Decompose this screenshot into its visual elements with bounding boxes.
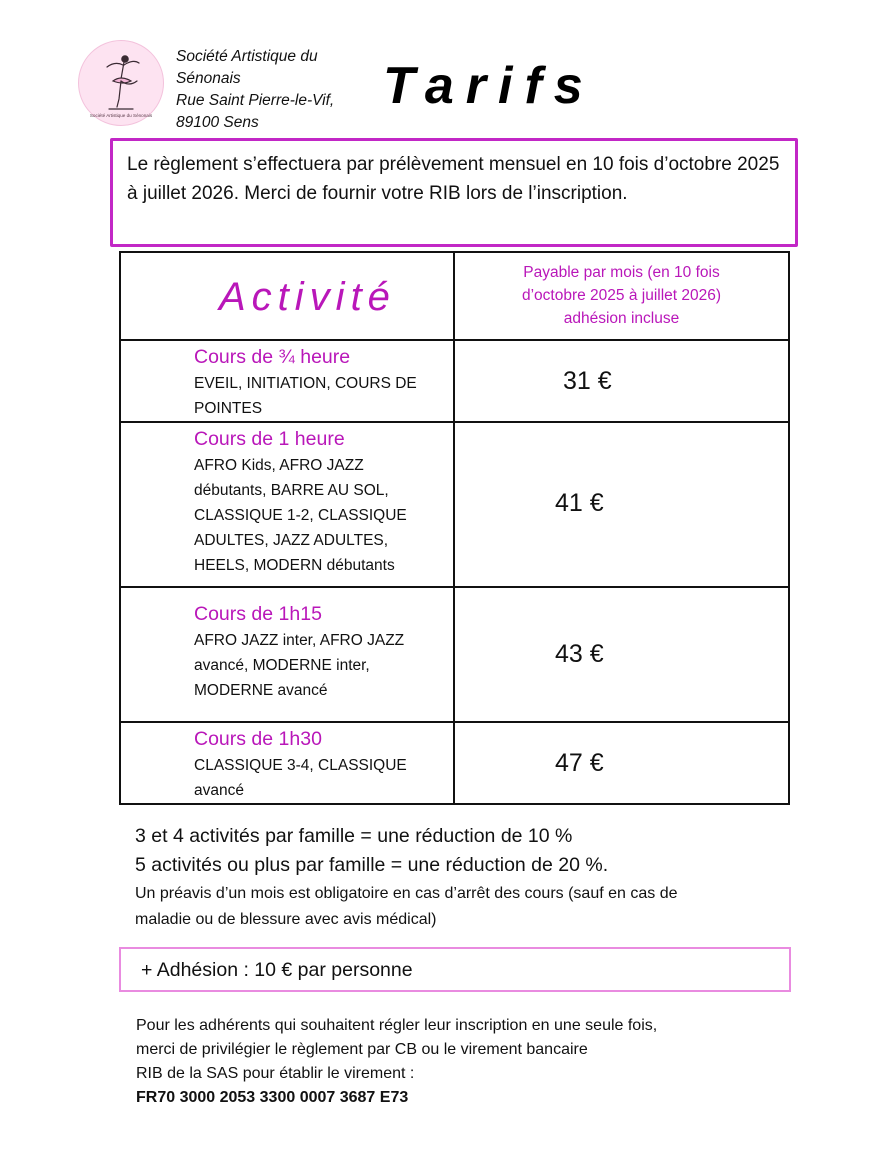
- price-value: 43 €: [555, 640, 604, 668]
- activity-desc-line: avancé, MODERNE inter,: [194, 657, 370, 674]
- activity-desc-line: débutants, BARRE AU SOL,: [194, 482, 389, 499]
- org-city: 89100 Sens: [176, 114, 259, 131]
- category-label: Cours de 1h15: [194, 603, 322, 625]
- tariff-table: [119, 251, 790, 805]
- activity-desc-line: AFRO JAZZ inter, AFRO JAZZ: [194, 632, 405, 649]
- activity-desc-line: POINTES: [194, 400, 263, 417]
- price-value: 41 €: [555, 489, 604, 517]
- activity-desc-line: CLASSIQUE 1-2, CLASSIQUE: [194, 507, 407, 524]
- category-label: Cours de 1h30: [194, 728, 322, 750]
- header-payment-line3: adhésion incluse: [563, 310, 680, 327]
- org-street: Rue Saint Pierre-le-Vif,: [176, 92, 335, 109]
- reductions-section: [135, 822, 835, 932]
- table-row: [120, 340, 789, 422]
- organization-address: [176, 46, 334, 134]
- footer-line: merci de privilégier le règlement par CB ou le virement bancaire: [136, 1041, 588, 1058]
- payment-notice-box: [110, 138, 798, 247]
- payment-footer: [136, 1014, 657, 1110]
- footer-line: Pour les adhérents qui souhaitent régler leur inscription en une seule fois,: [136, 1017, 658, 1034]
- price-cell: [454, 422, 789, 587]
- category-label: Cours de ¾ heure: [194, 346, 351, 368]
- reduction-line: 3 et 4 activités par famille = une réduction de 10 %: [135, 825, 573, 847]
- price-cell: [454, 587, 789, 722]
- payment-notice-text: Le règlement s’effectuera par prélèvement mensuel en 10 fois d’octobre 2025 à juillet 2026. Merci de fournir votre RIB lors de l’inscription.: [127, 154, 780, 204]
- table-row: [120, 422, 789, 587]
- price-value: 47 €: [555, 749, 604, 777]
- page-title: Tarifs: [383, 57, 595, 115]
- reduction-line: 5 activités ou plus par famille = une réduction de 20 %.: [135, 854, 609, 876]
- price-cell: [454, 340, 789, 422]
- org-name-line1: Société Artistique du: [176, 48, 318, 65]
- header-payment-line1: Payable par mois (en 10 fois: [523, 264, 720, 281]
- footer-line: RIB de la SAS pour établir le virement :: [136, 1065, 415, 1082]
- activity-desc-line: AFRO Kids, AFRO JAZZ: [194, 457, 364, 474]
- rib-number: FR70 3000 2053 3300 0007 3687 E73: [136, 1089, 409, 1106]
- activity-cell: [120, 422, 454, 587]
- activity-cell: [120, 587, 454, 722]
- activity-desc-line: ADULTES, JAZZ ADULTES,: [194, 532, 389, 549]
- header-activity: [120, 252, 454, 340]
- adhesion-text: + Adhésion : 10 € par personne: [141, 959, 413, 981]
- cancellation-notice-line: Un préavis d’un mois est obligatoire en cas d’arrêt des cours (sauf en cas de: [135, 885, 678, 902]
- header-payment-line2: d’octobre 2025 à juillet 2026): [521, 287, 722, 304]
- price-cell: [454, 722, 789, 804]
- cancellation-notice-line: maladie ou de blessure avec avis médical): [135, 911, 437, 928]
- activity-desc-line: avancé: [194, 782, 244, 799]
- activity-cell: [120, 722, 454, 804]
- ballerina-logo-icon: [78, 40, 164, 126]
- org-name-line2: Sénonais: [176, 70, 241, 87]
- ballerina-logo-drawing: [79, 41, 163, 125]
- activity-desc-line: HEELS, MODERN débutants: [194, 557, 395, 574]
- activity-desc-line: EVEIL, INITIATION, COURS DE: [194, 375, 417, 392]
- table-header-row: [120, 252, 789, 340]
- table-row: [120, 722, 789, 804]
- activity-desc-line: CLASSIQUE 3-4, CLASSIQUE: [194, 757, 407, 774]
- adhesion-box: [119, 947, 791, 992]
- header-activity-label: Activité: [219, 275, 396, 319]
- activity-cell: [120, 340, 454, 422]
- table-row: [120, 587, 789, 722]
- price-value: 31 €: [563, 367, 612, 395]
- logo-caption: Société Artistique du Sénonais: [89, 113, 153, 118]
- header-payment: [454, 252, 789, 340]
- activity-desc-line: MODERNE avancé: [194, 682, 328, 699]
- category-label: Cours de 1 heure: [194, 428, 345, 450]
